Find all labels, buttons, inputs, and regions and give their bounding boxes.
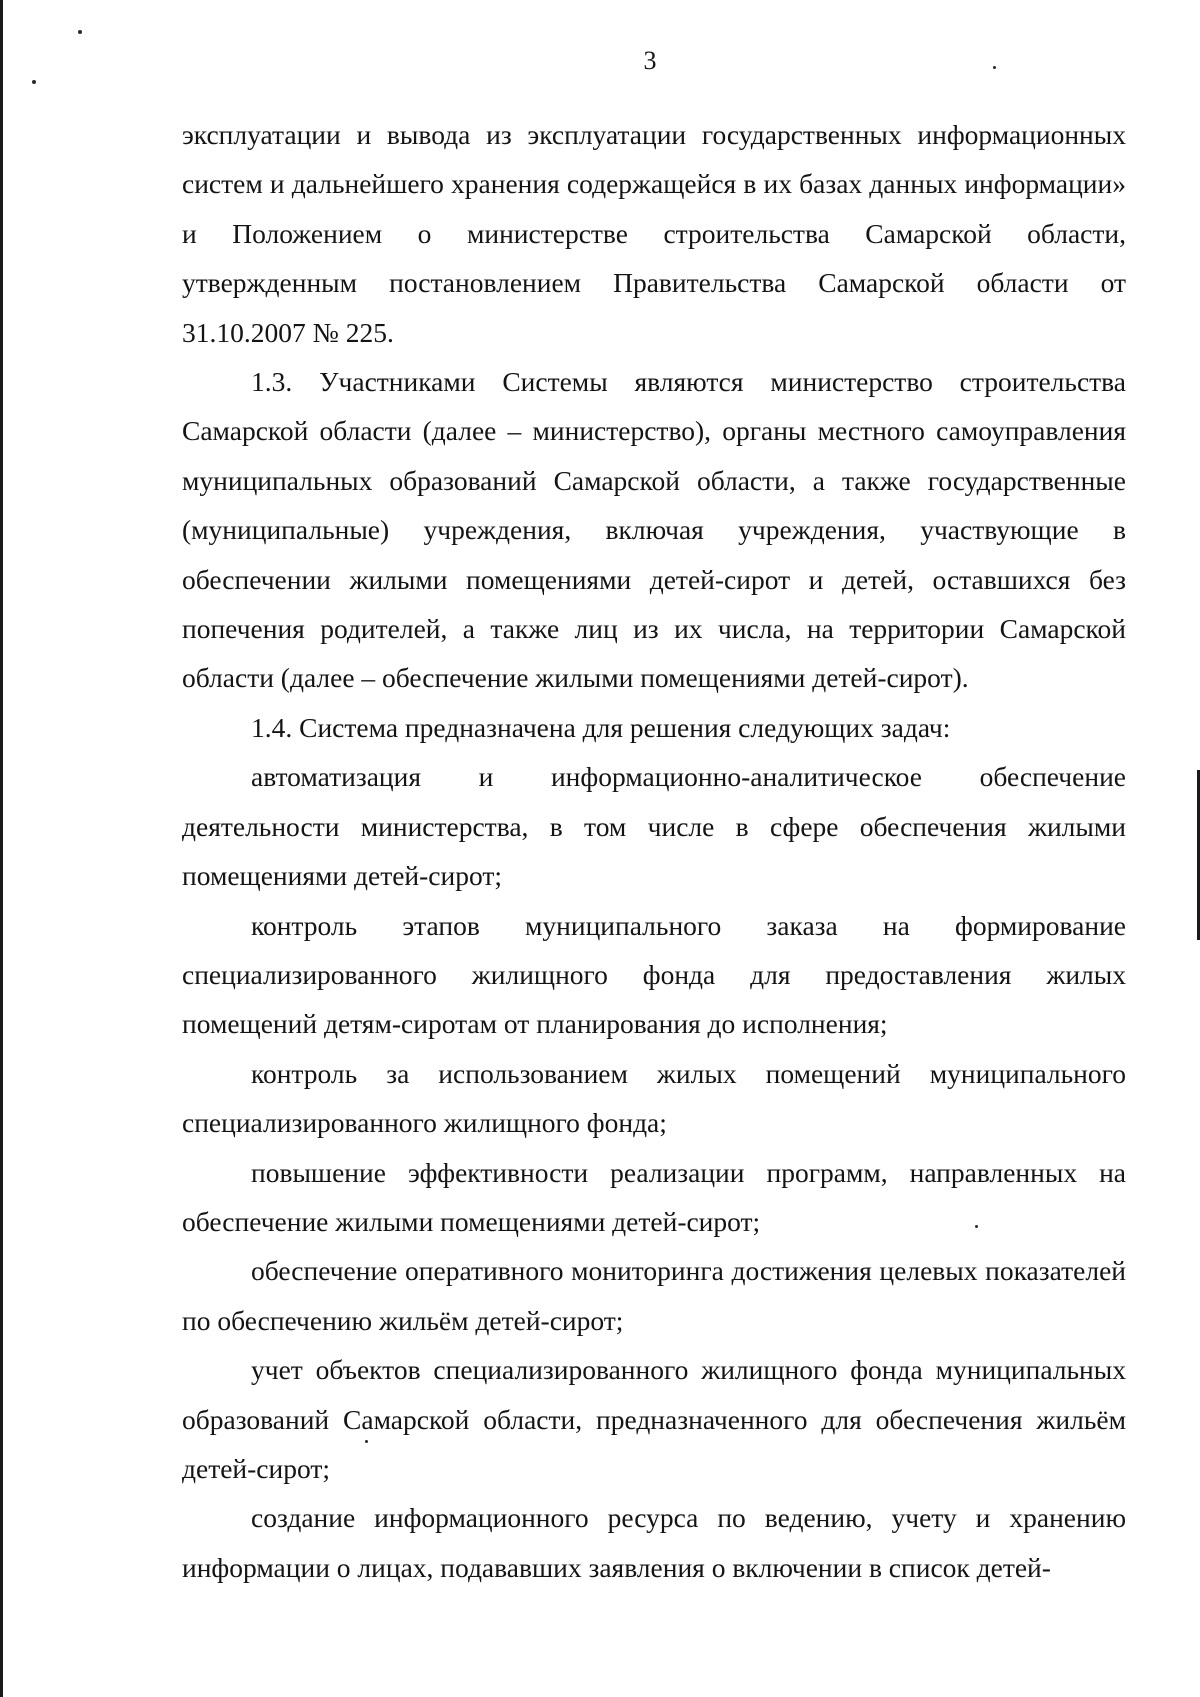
scan-left-border	[0, 0, 3, 1697]
task-item: контроль за использованием жилых помещений муниципального специализированного жилищного фонда;	[182, 1057, 1126, 1139]
page-number: 3	[643, 46, 657, 75]
document-body	[182, 110, 1126, 1592]
task-item: учет объектов специализированного жилищного фонда муниципальных образований Самарской области, предназначенного для обеспечения жильём детей-сирот;	[182, 1354, 1126, 1484]
scan-speck	[78, 30, 82, 34]
paragraph-continuation: эксплуатации и вывода из эксплуатации государственных информационных систем и дальнейшего хранения содержащейся в их базах данных информации» и Положением о министерстве строительства Самарской области, утвержденным постановлением Правительства Самарской области от 31.10.2007 № 225.	[182, 119, 1126, 348]
task-item: создание информационного ресурса по ведению, учету и хранению информации о лицах, подававших заявления о включении в список детей-	[182, 1502, 1126, 1583]
paragraph-1-4: 1.4. Система предназначена для решения следующих задач:	[251, 711, 951, 743]
task-item: обеспечение оперативного мониторинга достижения целевых показателей по обеспечению жильём детей-сирот;	[182, 1255, 1126, 1336]
paragraph-1-3: 1.3. Участниками Системы являются министерство строительства Самарской области (далее – министерство), органы местного самоуправления муниципальных образований Самарской области, а также государственные (муниципальные) учреждения, включая учреждения, участвующие в обеспечении жилыми помещениями детей-сирот и детей, оставшихся без попечения родителей, а также лиц из их числа, на территории Самарской области (далее – обеспечение жилыми помещениями детей-сирот).	[182, 366, 1126, 694]
task-item: повышение эффективности реализации программ, направленных на обеспечение жилыми помещениями детей-сирот;	[182, 1156, 1126, 1237]
task-item: контроль этапов муниципального заказа на формирование специализированного жилищного фонда для предоставления жилых помещений детям-сиротам от планирования до исполнения;	[182, 909, 1126, 1040]
scan-speck	[32, 80, 36, 84]
task-item: автоматизация и информационно-аналитическое обеспечение деятельности министерства, в том числе в сфере обеспечения жилыми помещениями детей-сирот;	[182, 761, 1126, 892]
